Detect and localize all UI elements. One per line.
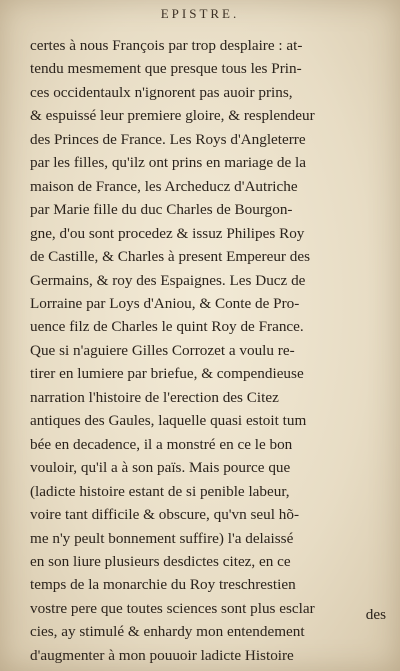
- text-line: voire tant difficile & obscure, qu'vn seul hõ-: [30, 506, 300, 524]
- text-line: en son liure plusieurs desdictes citez, en ce: [30, 552, 291, 570]
- text-line: Lorraine par Loys d'Aniou, & Conte de Pro-: [30, 294, 300, 312]
- text-line: tirer en lumiere par briefue, & compendieuse: [30, 365, 304, 383]
- text-line: certes à nous François par trop desplaire : at-: [30, 37, 303, 54]
- text-line: cies, ay stimulé & enhardy mon entendement: [30, 623, 305, 641]
- text-line: d'augmenter à mon pouuoir ladicte Histoire: [30, 646, 294, 664]
- text-line: (ladicte histoire estant de si penible labeur,: [30, 482, 290, 500]
- text-line: narration l'histoire de l'erection des Citez: [30, 388, 279, 406]
- text-line: ces occidentaulx n'ignorent pas auoir prins,: [30, 83, 293, 101]
- text-line: bée en decadence, il a monstré en ce le bon: [30, 435, 293, 453]
- text-line: Que si n'aguiere Gilles Corrozet a voulu re-: [30, 341, 295, 359]
- text-line: vostre pere que toutes sciences sont plus esclar: [30, 599, 315, 617]
- text-line: par Marie fille du duc Charles de Bourgon-: [30, 201, 293, 219]
- running-head: EPISTRE.: [160, 6, 240, 21]
- text-line: de Castille, & Charles à present Empereur des: [30, 248, 311, 266]
- text-line: Germains, & roy des Espaignes. Les Ducz de: [30, 271, 306, 289]
- text-line: tendu mesmement que presque tous les Prin-: [30, 60, 302, 78]
- catchword: des: [365, 606, 386, 623]
- text-line: par les filles, qu'ilz ont prins en mariage de la: [30, 154, 307, 172]
- text-line: uence filz de Charles le quint Roy de France.: [30, 318, 304, 336]
- text-line: temps de la monarchie du Roy treschrestien: [30, 576, 296, 594]
- text-line: vouloir, qu'il a à son païs. Mais pource que: [30, 459, 291, 477]
- text-line: me n'y peult bonnement suffire) l'a delaissé: [30, 529, 294, 547]
- text-line: & espuissé leur premiere gloire, & resplendeur: [30, 107, 315, 125]
- text-line: des Princes de France. Les Roys d'Angleterre: [30, 130, 306, 148]
- text-line: antiques des Gaules, laquelle quasi estoit tum: [30, 412, 307, 430]
- text-line: maison de France, les Archeducz d'Autriche: [30, 177, 298, 195]
- body-text: [30, 34, 392, 667]
- text-line: gne, d'ou sont procedez & issuz Philipes Roy: [30, 224, 305, 242]
